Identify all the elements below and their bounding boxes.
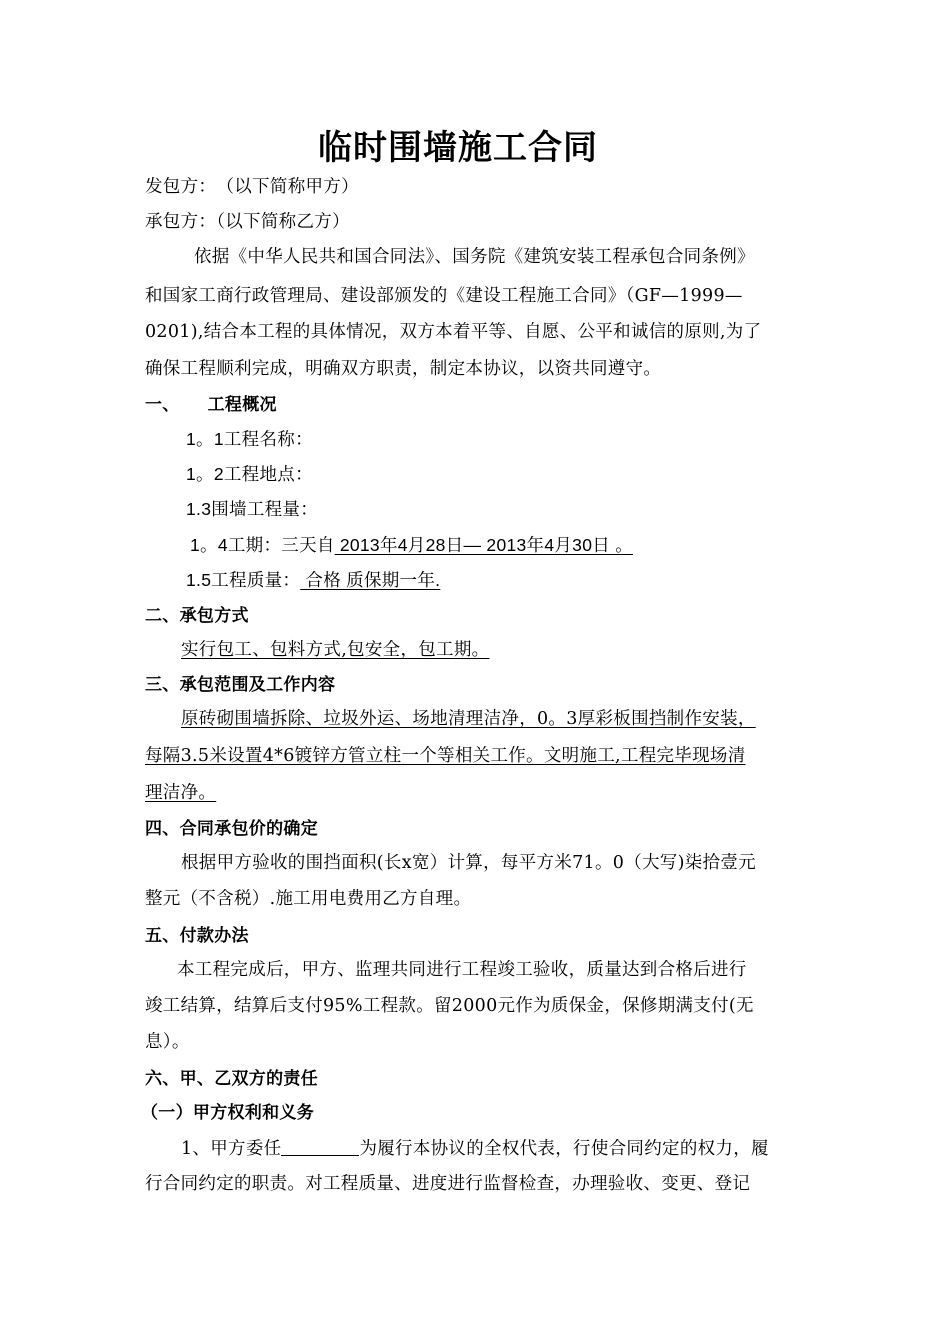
scope-line-3: 理洁净。 [145,783,217,803]
intro-line-4: 确保工程顺利完成，明确双方职责，制定本协议，以资共同遵守。 [145,359,662,379]
section-1-heading [145,394,277,416]
scope-line-1: 原砖砌围墙拆除、垃圾外运、场地清理洁净，0。3厚彩板围挡制作安装， [181,709,756,729]
representative-blank [281,1137,359,1156]
section-3-heading: 三、承包范围及工作内容 [145,675,336,695]
section-1-title: 工程概况 [207,395,277,415]
party-a-rights-heading: （一）甲方权利和义务 [141,1103,314,1123]
contract-mode-line: 实行包工、包料方式,包安全，包工期。 [181,640,490,660]
price-line-2: 整元（不含税）.施工用电费用乙方自理。 [145,889,472,909]
duty-suffix: 为履行本协议的全权代表，行使合同约定的权力，履 [359,1139,769,1159]
scope-line-2: 每隔3.5米设置4*6镀锌方管立柱一个等相关工作。文明施工,工程完毕现场清 [145,746,746,766]
section-6-heading: 六、甲、乙双方的责任 [145,1069,318,1089]
party-b-line: 承包方：（以下简称乙方） [145,212,350,232]
quality-value: 合格 质保期一年. [300,570,441,590]
payment-line-2: 竣工结算，结算后支付95%工程款。留2000元作为质保金，保修期满支付(无 [145,996,754,1016]
period-label: 1。4工期：三天自 [190,535,335,555]
period-value: 2013年4月28日— 2013年4月30日 。 [334,535,634,555]
duty-prefix: 1、甲方委任 [181,1139,282,1159]
party-a-line: 发包方： （以下简称甲方） [145,177,359,197]
section-5-heading: 五、付款办法 [145,926,249,946]
intro-line-3: 0201),结合本工程的具体情况，双方本着平等、自愿、公平和诚信的原则,为了 [145,322,762,342]
party-a-duty-line-1 [181,1137,769,1160]
party-a-duty-line-2: 行合同约定的职责。对工程质量、进度进行监督检查，办理验收、变更、登记 [145,1174,751,1194]
intro-line-1: 依据《中华人民共和国合同法》、国务院《建筑安装工程承包合同条例》 [194,247,755,267]
section-4-heading: 四、合同承包价的确定 [145,819,318,839]
section-2-heading: 二、承包方式 [145,606,249,626]
project-location-line: 1。2工程地点： [186,464,313,484]
payment-line-3: 息）。 [145,1032,190,1052]
quality-label: 1.5工程质量： [186,570,301,590]
project-quantity-line: 1.3围墙工程量： [186,499,319,519]
quality-line [186,569,440,591]
intro-line-2: 和国家工商行政管理局、建设部颁发的《建设工程施工合同》（GF—1999— [145,286,743,306]
payment-line-1: 本工程完成后，甲方、监理共同进行工程竣工验收，质量达到合格后进行 [177,960,747,980]
page-title: 临时围墙施工合同 [318,128,598,168]
project-name-line: 1。1工程名称： [186,429,313,449]
section-1-number: 一、 [145,395,180,415]
price-line-1: 根据甲方验收的围挡面积(长x宽）计算，每平方米71。0（大写)柒拾壹元 [181,853,756,873]
construction-period-line [190,534,633,556]
